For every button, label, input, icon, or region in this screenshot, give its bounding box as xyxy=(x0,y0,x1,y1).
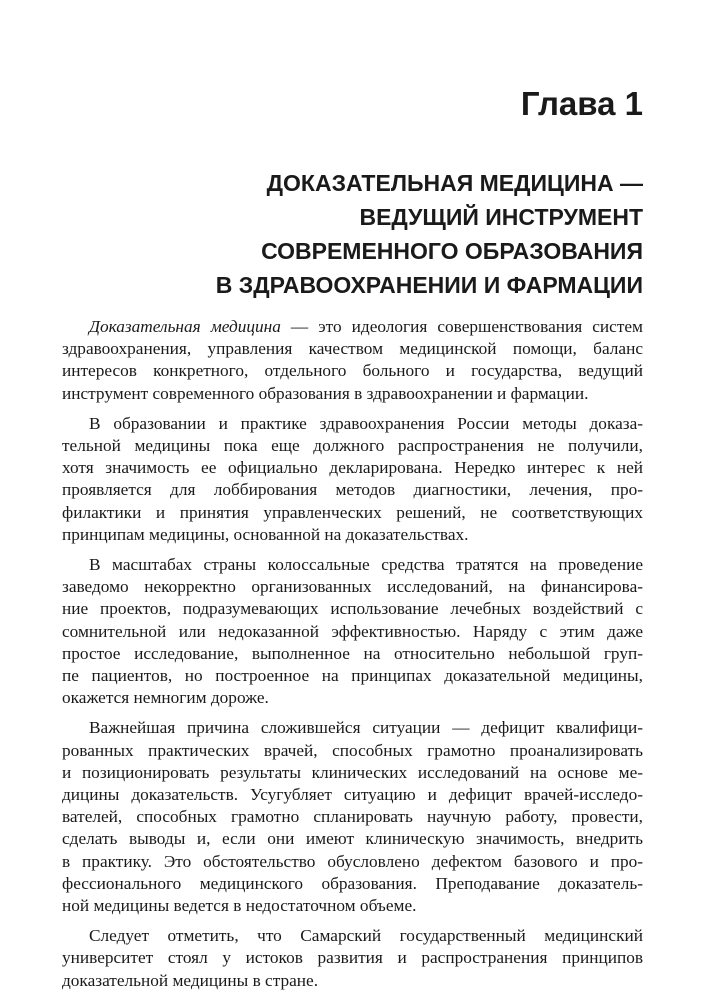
text-line: ние проектов, подразумевающих использование лечебных воздействий с xyxy=(62,599,643,619)
paragraph xyxy=(62,413,643,546)
text-line: пе пациентов, но построенное на принципах доказательной медицины, xyxy=(62,666,643,686)
body-text xyxy=(62,316,643,1000)
text-line: филактики и принятия управленческих решений, не соответствующих xyxy=(62,502,643,522)
text-line: дицины доказательств. Усугубляет ситуацию и дефицит врачей-исследо- xyxy=(62,785,643,805)
text-line: В образовании и практике здравоохранения России методы доказа- xyxy=(89,413,643,433)
text-line xyxy=(62,316,643,338)
text-fragment: — это идеология совершенствования систем xyxy=(280,317,643,336)
paragraph xyxy=(62,717,643,917)
paragraph xyxy=(62,554,643,709)
text-line: принципам медицины, основанной на доказательствах. xyxy=(62,524,469,544)
text-line: В масштабах страны колоссальные средства тратятся на проведение xyxy=(89,555,643,575)
paragraph-definition xyxy=(62,316,643,405)
chapter-heading: Глава 1 xyxy=(520,85,643,122)
text-line: здравоохранения, управления качеством медицинской помощи, баланс xyxy=(62,339,643,359)
chapter-title-line: В ЗДРАВООХРАНЕНИИ И ФАРМАЦИИ xyxy=(215,272,643,298)
text-line: интересов конкретного, отдельного больного и государства, ведущий xyxy=(62,361,643,381)
text-line: и позиционировать результаты клинических исследований на основе ме- xyxy=(62,762,643,782)
chapter-title xyxy=(83,166,643,302)
chapter-title-line: ДОКАЗАТЕЛЬНАЯ МЕДИЦИНА — xyxy=(266,170,643,196)
text-line: проявляется для лоббирования методов диагностики, лечения, про- xyxy=(62,480,643,500)
chapter-title-line: СОВРЕМЕННОГО ОБРАЗОВАНИЯ xyxy=(261,238,643,264)
text-line: ной медицины ведется в недостаточном объеме. xyxy=(62,896,417,916)
text-line: заведомо некорректно организованных исследований, на финансирова- xyxy=(62,577,643,597)
text-line: Важнейшая причина сложившейся ситуации — дефицит квалифици- xyxy=(89,718,643,738)
chapter-title-line: ВЕДУЩИЙ ИНСТРУМЕНТ xyxy=(359,204,643,230)
text-line: доказательной медицины в стране. xyxy=(62,970,319,990)
text-line: хотя значимость ее официально декларирована. Нередко интерес к ней xyxy=(62,458,643,478)
text-line: вателей, способных грамотно спланировать научную работу, провести, xyxy=(62,807,643,827)
text-line: тельной медицины пока еще должного распространения не получили, xyxy=(62,436,643,456)
text-line: фессионального медицинского образования. Преподавание доказатель- xyxy=(62,873,643,893)
text-line: простое исследование, выполненное на относительно небольшой груп- xyxy=(62,643,643,663)
text-line: в практику. Это обстоятельство обусловлено дефектом базового и про- xyxy=(62,851,643,871)
text-line: Следует отметить, что Самарский государственный медицинский xyxy=(89,926,643,946)
text-line: сомнительной или недоказанной эффективностью. Наряду с этим даже xyxy=(62,621,643,641)
defined-term: Доказательная медицина xyxy=(89,317,281,336)
paragraph xyxy=(62,925,643,992)
text-line: инструмент современного образования в здравоохранении и фармации. xyxy=(62,383,589,403)
text-line: рованных практических врачей, способных грамотно проанализировать xyxy=(62,740,643,760)
text-line: университет стоял у истоков развития и распространения принципов xyxy=(62,948,643,968)
text-line: окажется немногим дороже. xyxy=(62,688,269,708)
text-line: сделать выводы и, если они имеют клиническую значимость, внедрить xyxy=(62,829,643,849)
